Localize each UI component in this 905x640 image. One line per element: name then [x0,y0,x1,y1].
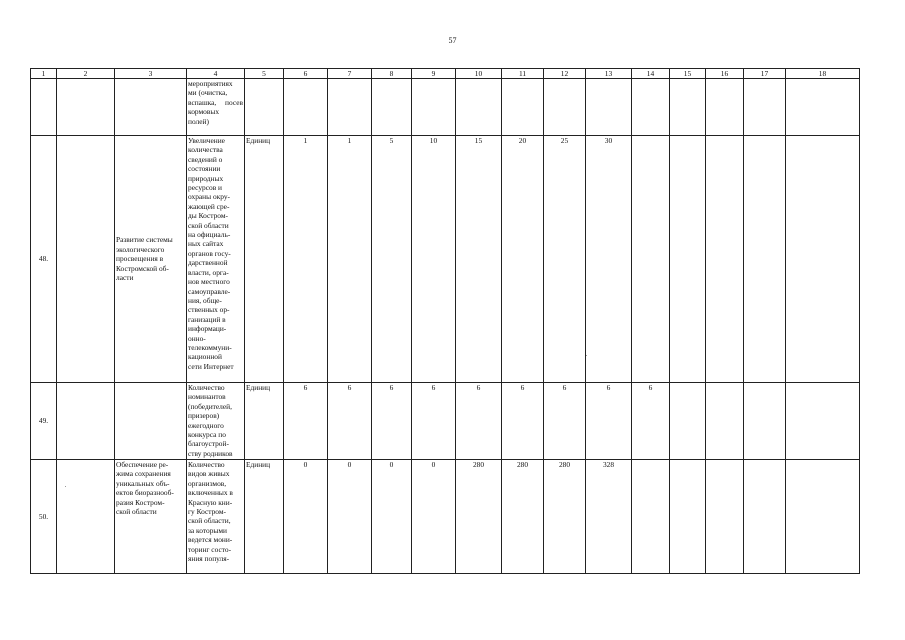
unit: Единиц [245,383,284,460]
value-cell: 0 [328,460,372,574]
value-cell: 6 [372,383,412,460]
measure-name: Обеспечение ре- жима сохранения уникальных объ- ектов биоразнооб- разия Костром- ской области [115,460,187,574]
value-cell [632,460,670,574]
value-cell [284,79,328,136]
column-header: 3 [115,69,187,79]
value-cell: 0 [284,460,328,574]
column-header: 17 [744,69,786,79]
indicator-name: мероприятиях ми (очистка, вспашка, посев кормовых полей) [187,79,245,136]
value-cell [744,460,786,574]
value-cell [706,460,744,574]
value-cell: 6 [412,383,456,460]
value-cell: 30 [586,136,632,383]
value-cell [632,136,670,383]
value-cell [706,79,744,136]
row-number [31,79,57,136]
empty-cell [57,79,115,136]
row-number: 49. [31,383,57,460]
value-cell: 280 [456,460,502,574]
value-cell [706,136,744,383]
value-cell [544,79,586,136]
value-cell [670,460,706,574]
notes-cell [786,383,860,460]
value-cell [670,383,706,460]
scan-speck [65,486,66,487]
column-header: 11 [502,69,544,79]
column-header: 1 [31,69,57,79]
value-cell [744,79,786,136]
table-row [31,136,860,383]
column-header: 15 [670,69,706,79]
value-cell: 25 [544,136,586,383]
measure-name [115,383,187,460]
value-cell: 1 [328,136,372,383]
unit: Единиц [245,136,284,383]
value-cell: 6 [284,383,328,460]
header-row [31,69,860,79]
value-cell [744,136,786,383]
column-header: 14 [632,69,670,79]
value-cell [670,136,706,383]
indicator-name: Увеличение количества сведений о состоянии природных ресурсов и охраны окру- жающей сре- ды Костром- ской области на официаль- ных сайтах органов госу- дарственной власти, орга- нов местного самоуправле- ния, обще- ственных ор- ганизаций в информаци- онно- телекоммуни- кационной сети Интернет [187,136,245,383]
value-cell: 0 [372,460,412,574]
value-cell: 0 [412,460,456,574]
value-cell [744,383,786,460]
column-header: 10 [456,69,502,79]
empty-cell [57,460,115,574]
indicator-name: Количество видов живых организмов, включенных в Красную кни- гу Костром- ской области, за которыми ведется мони- торинг состо- яния популя- [187,460,245,574]
column-header: 6 [284,69,328,79]
value-cell: 6 [544,383,586,460]
table-row [31,79,860,136]
indicator-name: Количество номинантов (победителей, призеров) ежегодного конкурса по благоустрой- ству родников [187,383,245,460]
table-row [31,460,860,574]
value-cell [706,383,744,460]
empty-cell [57,383,115,460]
value-cell: 15 [456,136,502,383]
column-header: 18 [786,69,860,79]
unit [245,79,284,136]
value-cell [670,79,706,136]
value-cell [586,79,632,136]
column-header: 13 [586,69,632,79]
empty-cell [57,136,115,383]
value-cell: 1 [284,136,328,383]
value-cell [328,79,372,136]
row-number: 48. [31,136,57,383]
value-cell: 10 [412,136,456,383]
value-cell: 6 [456,383,502,460]
table-row [31,383,860,460]
column-header: 16 [706,69,744,79]
value-cell [372,79,412,136]
column-header: 12 [544,69,586,79]
notes-cell [786,79,860,136]
value-cell: 6 [586,383,632,460]
row-number: 50. [31,460,57,574]
value-cell: 5 [372,136,412,383]
value-cell: 20 [502,136,544,383]
column-header: 2 [57,69,115,79]
value-cell [412,79,456,136]
value-cell: 6 [328,383,372,460]
data-table [30,68,860,574]
value-cell: 6 [632,383,670,460]
measure-name: Развитие системы экологического просвещения в Костромской об- ласти [115,136,187,383]
notes-cell [786,460,860,574]
value-cell: 328 [586,460,632,574]
page-number: 57 [448,36,457,45]
notes-cell [786,136,860,383]
value-cell: 6 [502,383,544,460]
column-header: 9 [412,69,456,79]
unit: Единиц [245,460,284,574]
value-cell [502,79,544,136]
column-header: 8 [372,69,412,79]
column-header: 4 [187,69,245,79]
column-header: 5 [245,69,284,79]
value-cell [632,79,670,136]
value-cell [456,79,502,136]
measure-name [115,79,187,136]
value-cell: 280 [502,460,544,574]
scan-speck [586,355,587,356]
value-cell: 280 [544,460,586,574]
column-header: 7 [328,69,372,79]
